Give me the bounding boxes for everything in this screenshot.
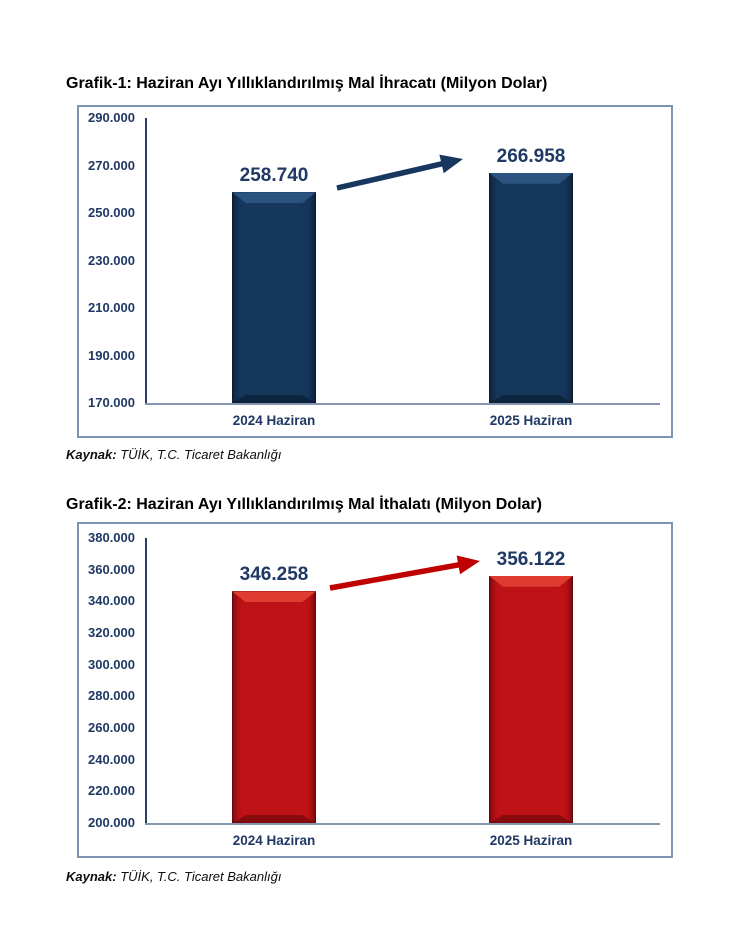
y-tick-label: 360.000 (88, 561, 135, 577)
imports-chart-canvas (77, 522, 673, 858)
bar-value-label: 258.740 (239, 165, 309, 187)
y-tick-label: 240.000 (88, 751, 135, 767)
source-note-exports (66, 447, 281, 463)
source-text: TÜİK, T.C. Ticaret Bakanlığı (120, 869, 282, 884)
exports-plot-area (79, 107, 671, 436)
source-label: Kaynak: (66, 447, 117, 462)
y-tick-label: 230.000 (88, 252, 135, 268)
y-tick-label: 270.000 (88, 157, 135, 173)
bar-2025-haziran (489, 173, 573, 403)
x-category-label: 2024 Haziran (232, 413, 316, 428)
y-tick-label: 190.000 (88, 347, 135, 363)
source-note-imports (66, 869, 281, 885)
bar-value-label: 266.958 (496, 145, 566, 167)
chart-title-exports: Grafik-1: Haziran Ayı Yıllıklandırılmış Mal İhracatı (Milyon Dolar) (66, 75, 548, 92)
x-axis-line (145, 823, 660, 825)
y-tick-label: 280.000 (88, 688, 135, 704)
bar-2025-haziran (489, 576, 573, 823)
trend-arrow (79, 524, 671, 856)
exports-chart-canvas (77, 105, 673, 438)
chart-title-imports: Grafik-2: Haziran Ayı Yıllıklandırılmış Mal İthalatı (Milyon Dolar) (66, 496, 542, 513)
y-tick-label: 220.000 (88, 783, 135, 799)
x-axis-line (145, 403, 660, 405)
imports-plot-area (79, 524, 671, 856)
source-text: TÜİK, T.C. Ticaret Bakanlığı (120, 447, 282, 462)
y-tick-label: 200.000 (88, 815, 135, 830)
x-category-label: 2025 Haziran (489, 413, 573, 428)
y-tick-label: 210.000 (88, 300, 135, 315)
bar-2024-haziran (232, 591, 316, 823)
y-tick-label: 300.000 (88, 656, 135, 672)
y-tick-label: 170.000 (88, 395, 135, 410)
y-tick-label: 380.000 (88, 530, 135, 545)
y-tick-label: 320.000 (88, 625, 135, 640)
y-axis-line (145, 118, 147, 403)
bar-value-label: 356.122 (496, 548, 566, 570)
y-axis-line (145, 538, 147, 823)
y-tick-label: 250.000 (88, 205, 135, 220)
y-tick-label: 290.000 (88, 110, 135, 125)
source-label: Kaynak: (66, 869, 117, 884)
x-category-label: 2025 Haziran (489, 833, 573, 848)
y-tick-label: 260.000 (88, 720, 135, 735)
bar-2024-haziran (232, 192, 316, 403)
x-category-label: 2024 Haziran (232, 833, 316, 848)
bar-value-label: 346.258 (239, 564, 309, 586)
y-tick-label: 340.000 (88, 593, 135, 609)
